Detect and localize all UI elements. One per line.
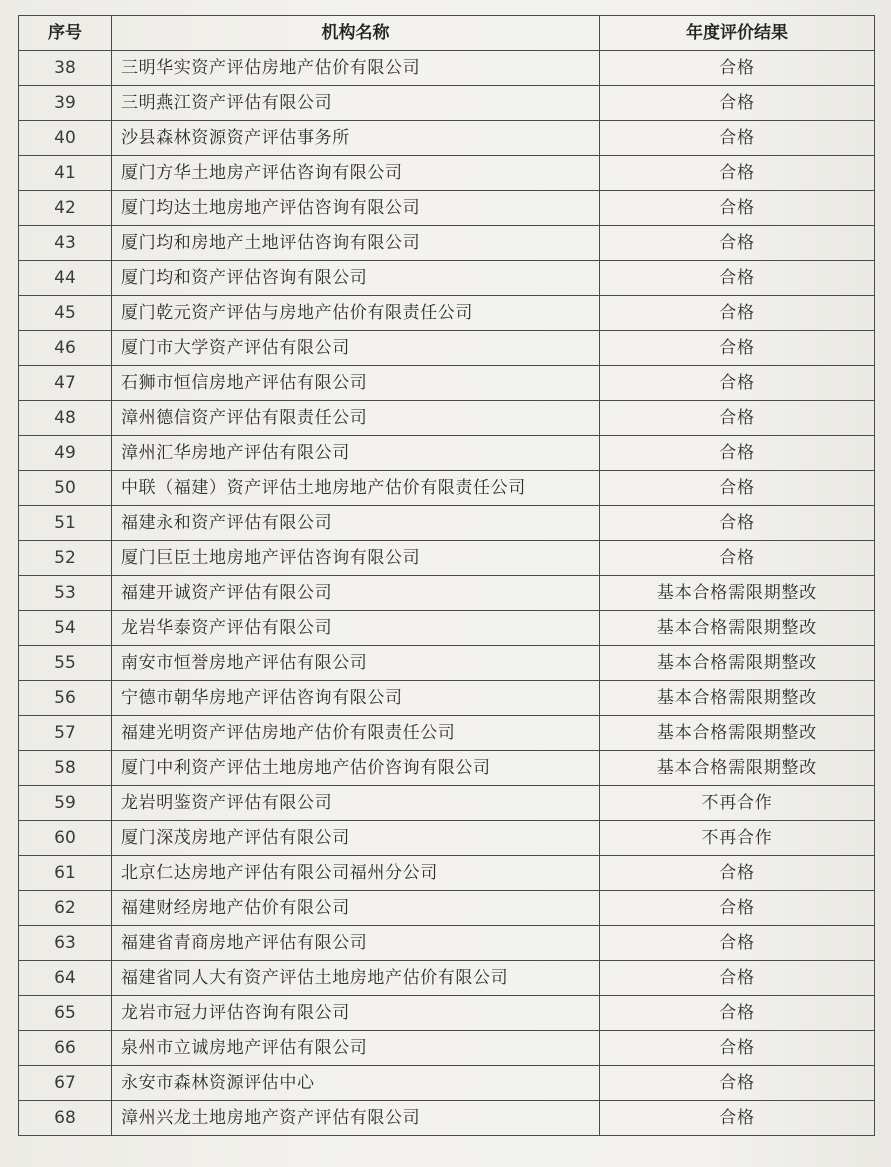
table-row xyxy=(19,331,875,366)
table-row xyxy=(19,751,875,786)
institution-name: 北京仁达房地产评估有限公司福州分公司 xyxy=(112,856,600,891)
institution-name: 漳州德信资产评估有限责任公司 xyxy=(112,401,600,436)
row-index: 43 xyxy=(19,226,112,261)
row-index: 52 xyxy=(19,541,112,576)
table-row xyxy=(19,821,875,856)
evaluation-result: 合格 xyxy=(600,261,875,296)
institution-name: 漳州兴龙土地房地产资产评估有限公司 xyxy=(112,1101,600,1136)
evaluation-result: 基本合格需限期整改 xyxy=(600,751,875,786)
row-index: 58 xyxy=(19,751,112,786)
row-index: 54 xyxy=(19,611,112,646)
table-row xyxy=(19,541,875,576)
row-index: 51 xyxy=(19,506,112,541)
evaluation-result: 合格 xyxy=(600,1066,875,1101)
institution-name: 厦门均达土地房地产评估咨询有限公司 xyxy=(112,191,600,226)
evaluation-result: 合格 xyxy=(600,331,875,366)
row-index: 65 xyxy=(19,996,112,1031)
evaluation-result: 合格 xyxy=(600,996,875,1031)
row-index: 67 xyxy=(19,1066,112,1101)
evaluation-results-table xyxy=(18,15,875,1136)
evaluation-result: 合格 xyxy=(600,86,875,121)
institution-name: 三明燕江资产评估有限公司 xyxy=(112,86,600,121)
evaluation-result: 基本合格需限期整改 xyxy=(600,716,875,751)
row-index: 66 xyxy=(19,1031,112,1066)
institution-name: 福建财经房地产估价有限公司 xyxy=(112,891,600,926)
table-row xyxy=(19,961,875,996)
institution-name: 漳州汇华房地产评估有限公司 xyxy=(112,436,600,471)
table-body xyxy=(19,51,875,1136)
table-row xyxy=(19,926,875,961)
header-result: 年度评价结果 xyxy=(600,16,875,51)
institution-name: 泉州市立诚房地产评估有限公司 xyxy=(112,1031,600,1066)
table-row xyxy=(19,51,875,86)
row-index: 41 xyxy=(19,156,112,191)
institution-name: 厦门乾元资产评估与房地产估价有限责任公司 xyxy=(112,296,600,331)
evaluation-result: 合格 xyxy=(600,1101,875,1136)
table-row xyxy=(19,366,875,401)
row-index: 50 xyxy=(19,471,112,506)
institution-name: 福建省青商房地产评估有限公司 xyxy=(112,926,600,961)
row-index: 56 xyxy=(19,681,112,716)
evaluation-result: 合格 xyxy=(600,366,875,401)
evaluation-result: 合格 xyxy=(600,401,875,436)
row-index: 48 xyxy=(19,401,112,436)
row-index: 60 xyxy=(19,821,112,856)
evaluation-result: 合格 xyxy=(600,121,875,156)
institution-name: 龙岩市冠力评估咨询有限公司 xyxy=(112,996,600,1031)
row-index: 59 xyxy=(19,786,112,821)
table-row xyxy=(19,401,875,436)
table-row xyxy=(19,856,875,891)
evaluation-result: 合格 xyxy=(600,471,875,506)
institution-name: 福建开诚资产评估有限公司 xyxy=(112,576,600,611)
evaluation-result: 合格 xyxy=(600,226,875,261)
table-row xyxy=(19,191,875,226)
evaluation-result: 基本合格需限期整改 xyxy=(600,646,875,681)
row-index: 38 xyxy=(19,51,112,86)
evaluation-result: 合格 xyxy=(600,1031,875,1066)
institution-name: 福建永和资产评估有限公司 xyxy=(112,506,600,541)
row-index: 53 xyxy=(19,576,112,611)
table-row xyxy=(19,681,875,716)
evaluation-result: 合格 xyxy=(600,856,875,891)
table-row xyxy=(19,471,875,506)
table-header-row xyxy=(19,16,875,51)
institution-name: 宁德市朝华房地产评估咨询有限公司 xyxy=(112,681,600,716)
table-row xyxy=(19,226,875,261)
evaluation-result: 合格 xyxy=(600,296,875,331)
row-index: 49 xyxy=(19,436,112,471)
evaluation-result: 不再合作 xyxy=(600,821,875,856)
row-index: 55 xyxy=(19,646,112,681)
table-row xyxy=(19,716,875,751)
table-row xyxy=(19,436,875,471)
institution-name: 中联（福建）资产评估土地房地产估价有限责任公司 xyxy=(112,471,600,506)
institution-name: 福建省同人大有资产评估土地房地产估价有限公司 xyxy=(112,961,600,996)
row-index: 62 xyxy=(19,891,112,926)
evaluation-result: 合格 xyxy=(600,436,875,471)
evaluation-result: 合格 xyxy=(600,156,875,191)
table-row xyxy=(19,611,875,646)
table-row xyxy=(19,1031,875,1066)
table-row xyxy=(19,786,875,821)
evaluation-result: 合格 xyxy=(600,961,875,996)
evaluation-result: 不再合作 xyxy=(600,786,875,821)
evaluation-result: 合格 xyxy=(600,51,875,86)
institution-name: 厦门巨臣土地房地产评估咨询有限公司 xyxy=(112,541,600,576)
institution-name: 厦门均和资产评估咨询有限公司 xyxy=(112,261,600,296)
row-index: 40 xyxy=(19,121,112,156)
institution-name: 龙岩华泰资产评估有限公司 xyxy=(112,611,600,646)
evaluation-result: 基本合格需限期整改 xyxy=(600,611,875,646)
row-index: 68 xyxy=(19,1101,112,1136)
institution-name: 厦门方华土地房产评估咨询有限公司 xyxy=(112,156,600,191)
institution-name: 沙县森林资源资产评估事务所 xyxy=(112,121,600,156)
table-row xyxy=(19,121,875,156)
row-index: 39 xyxy=(19,86,112,121)
evaluation-result: 合格 xyxy=(600,541,875,576)
row-index: 61 xyxy=(19,856,112,891)
row-index: 47 xyxy=(19,366,112,401)
table-row xyxy=(19,1066,875,1101)
table-row xyxy=(19,646,875,681)
table-row xyxy=(19,296,875,331)
institution-name: 厦门均和房地产土地评估咨询有限公司 xyxy=(112,226,600,261)
institution-name: 南安市恒誉房地产评估有限公司 xyxy=(112,646,600,681)
institution-name: 福建光明资产评估房地产估价有限责任公司 xyxy=(112,716,600,751)
row-index: 42 xyxy=(19,191,112,226)
row-index: 63 xyxy=(19,926,112,961)
institution-name: 厦门中利资产评估土地房地产估价咨询有限公司 xyxy=(112,751,600,786)
evaluation-result: 合格 xyxy=(600,191,875,226)
table-row xyxy=(19,261,875,296)
evaluation-result: 合格 xyxy=(600,891,875,926)
row-index: 64 xyxy=(19,961,112,996)
row-index: 45 xyxy=(19,296,112,331)
row-index: 57 xyxy=(19,716,112,751)
table-row xyxy=(19,891,875,926)
evaluation-result: 基本合格需限期整改 xyxy=(600,576,875,611)
institution-name: 三明华实资产评估房地产估价有限公司 xyxy=(112,51,600,86)
table-row xyxy=(19,996,875,1031)
evaluation-result: 基本合格需限期整改 xyxy=(600,681,875,716)
row-index: 44 xyxy=(19,261,112,296)
header-name: 机构名称 xyxy=(112,16,600,51)
table-row xyxy=(19,576,875,611)
table-row xyxy=(19,156,875,191)
row-index: 46 xyxy=(19,331,112,366)
institution-name: 龙岩明鉴资产评估有限公司 xyxy=(112,786,600,821)
table-row xyxy=(19,1101,875,1136)
table-row xyxy=(19,86,875,121)
institution-name: 永安市森林资源评估中心 xyxy=(112,1066,600,1101)
header-index: 序号 xyxy=(19,16,112,51)
table-row xyxy=(19,506,875,541)
evaluation-result: 合格 xyxy=(600,506,875,541)
institution-name: 石狮市恒信房地产评估有限公司 xyxy=(112,366,600,401)
institution-name: 厦门深茂房地产评估有限公司 xyxy=(112,821,600,856)
institution-name: 厦门市大学资产评估有限公司 xyxy=(112,331,600,366)
evaluation-result: 合格 xyxy=(600,926,875,961)
